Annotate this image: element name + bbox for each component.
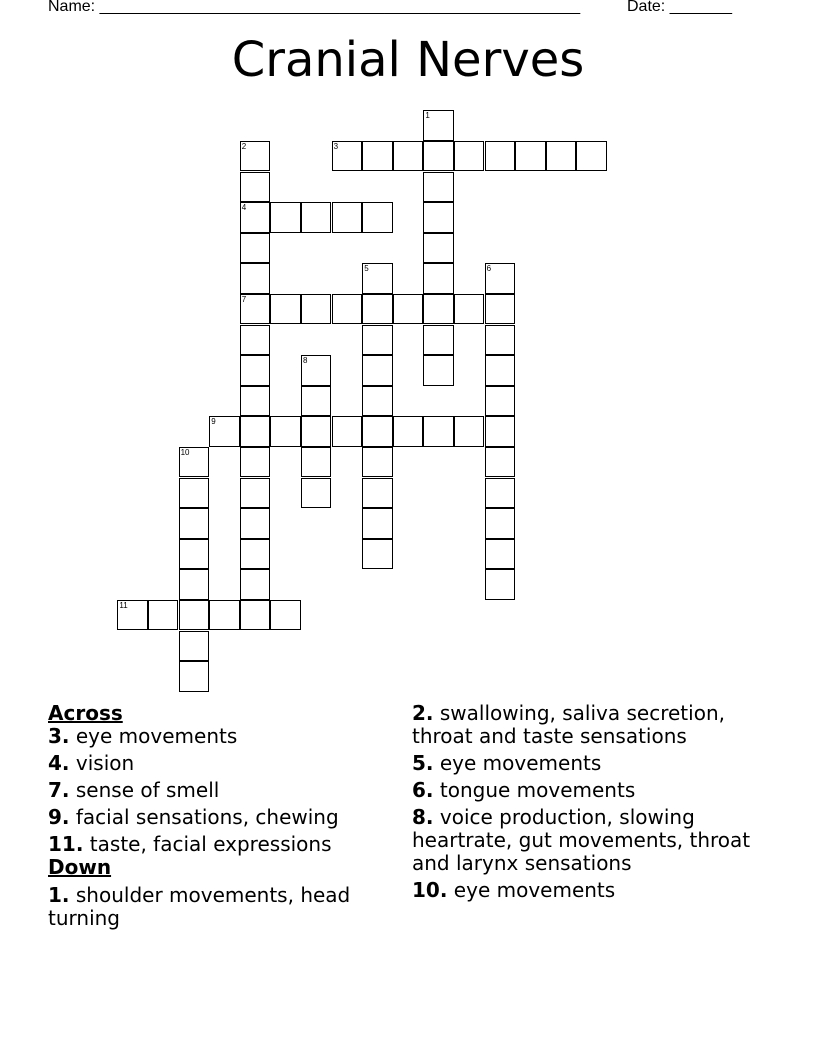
clue-down-1: [48, 884, 388, 930]
grid-cell[interactable]: [423, 110, 453, 140]
grid-cell[interactable]: [362, 539, 392, 569]
cell-number: 6: [486, 264, 492, 274]
grid-cell[interactable]: [148, 600, 178, 630]
grid-cell[interactable]: [240, 569, 270, 599]
grid-cell[interactable]: [362, 478, 392, 508]
grid-cell[interactable]: [485, 539, 515, 569]
grid-cell[interactable]: [240, 172, 270, 202]
down-heading: Down: [48, 855, 112, 879]
grid-cell[interactable]: [362, 386, 392, 416]
clue-number: 7.: [48, 778, 70, 802]
grid-cell[interactable]: [332, 294, 362, 324]
grid-cell[interactable]: [485, 508, 515, 538]
grid-cell[interactable]: [423, 294, 453, 324]
grid-cell[interactable]: [301, 355, 331, 385]
grid-cell[interactable]: [485, 294, 515, 324]
page-title: Cranial Nerves: [231, 32, 585, 88]
grid-cell[interactable]: [362, 416, 392, 446]
grid-cell[interactable]: [362, 447, 392, 477]
grid-cell[interactable]: [301, 294, 331, 324]
clue-across-9: [48, 806, 388, 829]
clue-number: 1.: [48, 883, 70, 907]
cell-number: 3: [333, 142, 339, 151]
grid-cell[interactable]: [240, 447, 270, 477]
clue-number: 8.: [412, 805, 434, 829]
date-field-label: Date: _______: [627, 0, 732, 15]
grid-cell[interactable]: [179, 661, 209, 691]
cell-number: 4: [241, 203, 247, 213]
grid-cell[interactable]: [332, 141, 362, 171]
clue-text: vision: [75, 751, 135, 775]
clue-across-3: [48, 725, 388, 748]
grid-cell[interactable]: [179, 478, 209, 508]
grid-cell[interactable]: [393, 416, 423, 446]
grid-cell[interactable]: [332, 416, 362, 446]
grid-cell[interactable]: [485, 355, 515, 385]
clue-text: facial sensations, chewing: [75, 805, 339, 829]
grid-cell[interactable]: [393, 294, 423, 324]
clue-number: 3.: [48, 724, 70, 748]
clue-down-2: [412, 702, 772, 748]
grid-cell[interactable]: [240, 294, 270, 324]
grid-cell[interactable]: [117, 600, 147, 630]
cell-number: 9: [211, 417, 216, 427]
grid-cell[interactable]: [485, 478, 515, 508]
grid-cell[interactable]: [423, 141, 453, 171]
grid-cell[interactable]: [362, 141, 392, 171]
grid-cell[interactable]: [179, 569, 209, 599]
clue-number: 9.: [48, 805, 70, 829]
grid-cell[interactable]: [270, 294, 300, 324]
clue-text: sense of smell: [75, 778, 220, 802]
grid-cell[interactable]: [240, 355, 270, 385]
grid-cell[interactable]: [423, 416, 453, 446]
grid-cell[interactable]: [362, 355, 392, 385]
grid-cell[interactable]: [301, 416, 331, 446]
grid-cell[interactable]: [362, 263, 392, 293]
grid-cell[interactable]: [423, 263, 453, 293]
grid-cell[interactable]: [240, 325, 270, 355]
clue-text: taste, facial expressions: [89, 832, 332, 856]
grid-cell[interactable]: [454, 141, 484, 171]
grid-cell[interactable]: [240, 263, 270, 293]
grid-cell[interactable]: [485, 325, 515, 355]
grid-cell[interactable]: [240, 539, 270, 569]
clue-number: 11.: [48, 832, 84, 856]
clue-text: shoulder movements, head turning: [48, 883, 351, 930]
cell-number: 11: [119, 601, 128, 610]
clue-number: 2.: [412, 701, 434, 725]
grid-cell[interactable]: [332, 202, 362, 232]
cell-number: 1: [425, 111, 430, 121]
grid-cell[interactable]: [301, 202, 331, 232]
cell-number: 10: [180, 448, 190, 457]
grid-cell[interactable]: [270, 202, 300, 232]
grid-cell[interactable]: [485, 386, 515, 416]
grid-cell[interactable]: [301, 478, 331, 508]
clue-number: 10.: [412, 878, 448, 902]
grid-cell[interactable]: [301, 386, 331, 416]
clue-text: tongue movements: [439, 778, 636, 802]
across-heading: Across: [48, 701, 123, 725]
grid-cell[interactable]: [515, 141, 545, 171]
grid-cell[interactable]: [362, 325, 392, 355]
grid-cell[interactable]: [362, 294, 392, 324]
grid-cell[interactable]: [240, 478, 270, 508]
cell-number: 7: [241, 295, 247, 304]
grid-cell[interactable]: [423, 325, 453, 355]
grid-cell[interactable]: [179, 539, 209, 569]
clue-down-10: [412, 879, 772, 902]
grid-cell[interactable]: [240, 233, 270, 263]
grid-cell[interactable]: [485, 263, 515, 293]
grid-cell[interactable]: [240, 202, 270, 232]
grid-cell[interactable]: [240, 508, 270, 538]
grid-cell[interactable]: [393, 141, 423, 171]
grid-cell[interactable]: [209, 600, 239, 630]
grid-cell[interactable]: [485, 416, 515, 446]
clue-text: eye movements: [75, 724, 238, 748]
clue-text: eye movements: [453, 878, 616, 902]
clue-text: voice production, slowing heartrate, gut movements, throat and larynx sensations: [412, 805, 751, 875]
clues-column-left: [48, 702, 388, 934]
grid-cell[interactable]: [240, 386, 270, 416]
grid-cell[interactable]: [270, 416, 300, 446]
grid-cell[interactable]: [362, 508, 392, 538]
grid-cell[interactable]: [423, 233, 453, 263]
grid-cell[interactable]: [179, 508, 209, 538]
grid-cell[interactable]: [179, 447, 209, 477]
clue-across-4: [48, 752, 388, 775]
grid-cell[interactable]: [362, 202, 392, 232]
grid-cell[interactable]: [485, 447, 515, 477]
clue-down-8: [412, 806, 772, 875]
clues-column-right: [412, 702, 772, 906]
grid-cell[interactable]: [423, 355, 453, 385]
clue-number: 5.: [412, 751, 434, 775]
clue-text: eye movements: [439, 751, 602, 775]
grid-cell[interactable]: [301, 447, 331, 477]
clue-text: swallowing, saliva secretion, throat and taste sensations: [412, 701, 725, 748]
name-field-label: Name: ______________________________________________________: [48, 0, 581, 15]
clue-across-7: [48, 779, 388, 802]
grid-cell[interactable]: [454, 416, 484, 446]
grid-cell[interactable]: [485, 141, 515, 171]
grid-cell[interactable]: [454, 294, 484, 324]
cell-number: 5: [364, 264, 369, 274]
clue-number: 4.: [48, 751, 70, 775]
grid-cell[interactable]: [270, 600, 300, 630]
grid-cell[interactable]: [546, 141, 576, 171]
cell-number: 8: [303, 356, 308, 366]
grid-cell[interactable]: [240, 600, 270, 630]
grid-cell[interactable]: [485, 569, 515, 599]
grid-cell[interactable]: [423, 202, 453, 232]
clue-across-11: [48, 833, 388, 856]
grid-cell[interactable]: [576, 141, 606, 171]
clue-number: 6.: [412, 778, 434, 802]
grid-cell[interactable]: [179, 600, 209, 630]
clue-down-5: [412, 752, 772, 775]
grid-cell[interactable]: [209, 416, 239, 446]
grid-cell[interactable]: [179, 631, 209, 661]
grid-cell[interactable]: [240, 416, 270, 446]
grid-cell[interactable]: [423, 172, 453, 202]
cell-number: 2: [241, 142, 247, 151]
grid-cell[interactable]: [240, 141, 270, 171]
clue-down-6: [412, 779, 772, 802]
